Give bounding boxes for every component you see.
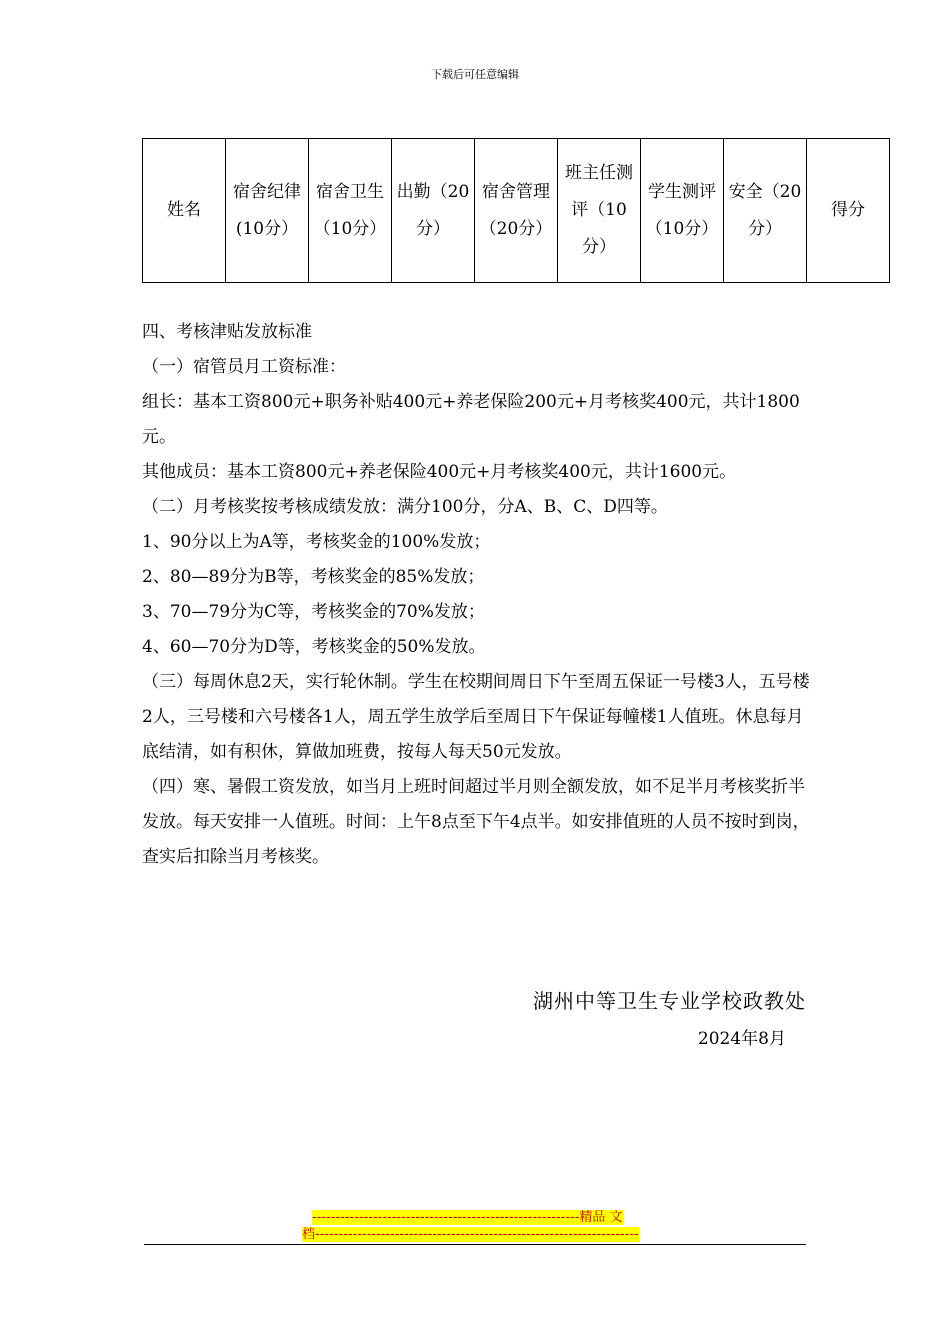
footer-divider — [144, 1244, 806, 1245]
list-item: 3、70—79分为C等，考核奖金的70%发放； — [142, 602, 485, 622]
table-header-cell: 宿舍卫生（10分） — [309, 139, 392, 283]
document-body — [142, 315, 810, 875]
table-header-cell: 出勤（20分） — [392, 139, 475, 283]
document-date: 2024年8月 — [697, 1029, 786, 1049]
footer-stamp-line2: 档--------------------------------------------------------------------- — [302, 1227, 639, 1242]
table-header-cell: 宿舍管理（20分） — [475, 139, 558, 283]
paragraph: 组长：基本工资800元+职务补贴400元+养老保险200元+月考核奖400元，共计1800元。 — [142, 392, 800, 447]
section-heading: 四、考核津贴发放标准 — [142, 322, 312, 342]
footer-stamp — [302, 1209, 648, 1243]
table-header-cell: 姓名 — [143, 139, 226, 283]
paragraph: 其他成员：基本工资800元+养老保险400元+月考核奖400元，共计1600元。 — [142, 462, 737, 482]
table-header-cell: 安全（20分） — [724, 139, 807, 283]
paragraph: （四）寒、暑假工资发放，如当月上班时间超过半月则全额发放，如不足半月考核奖折半发放。每天安排一人值班。时间：上午8点至下午4点半。如安排值班的人员不按时到岗，查实后扣除当月考核奖。 — [142, 777, 810, 867]
list-item: 1、90分以上为A等，考核奖金的100%发放； — [142, 532, 491, 552]
header-note: 下载后可任意编辑 — [431, 68, 519, 81]
footer-stamp-line1: ---------------------------------------------------------精品 文 — [312, 1210, 623, 1225]
table-header-cell: 宿舍纪律(10分） — [226, 139, 309, 283]
paragraph: （三）每周休息2天，实行轮休制。学生在校期间周日下午至周五保证一号楼3人，五号楼2人，三号楼和六号楼各1人，周五学生放学后至周日下午保证每幢楼1人值班。休息每月底结清，如有积休，算做加班费，按每人每天50元发放。 — [142, 672, 810, 762]
paragraph: （一）宿管员月工资标准： — [142, 357, 346, 377]
score-table — [142, 138, 890, 283]
table-header-cell: 班主任测评（10分） — [558, 139, 641, 283]
table-header-cell: 学生测评（10分） — [641, 139, 724, 283]
table-header-row — [143, 139, 890, 283]
signature: 湖州中等卫生专业学校政教处 — [533, 989, 806, 1013]
list-item: 4、60—70分为D等，考核奖金的50%发放。 — [142, 637, 486, 657]
table-header-cell: 得分 — [807, 139, 890, 283]
list-item: 2、80—89分为B等，考核奖金的85%发放； — [142, 567, 485, 587]
paragraph: （二）月考核奖按考核成绩发放：满分100分，分A、B、C、D四等。 — [142, 497, 668, 517]
